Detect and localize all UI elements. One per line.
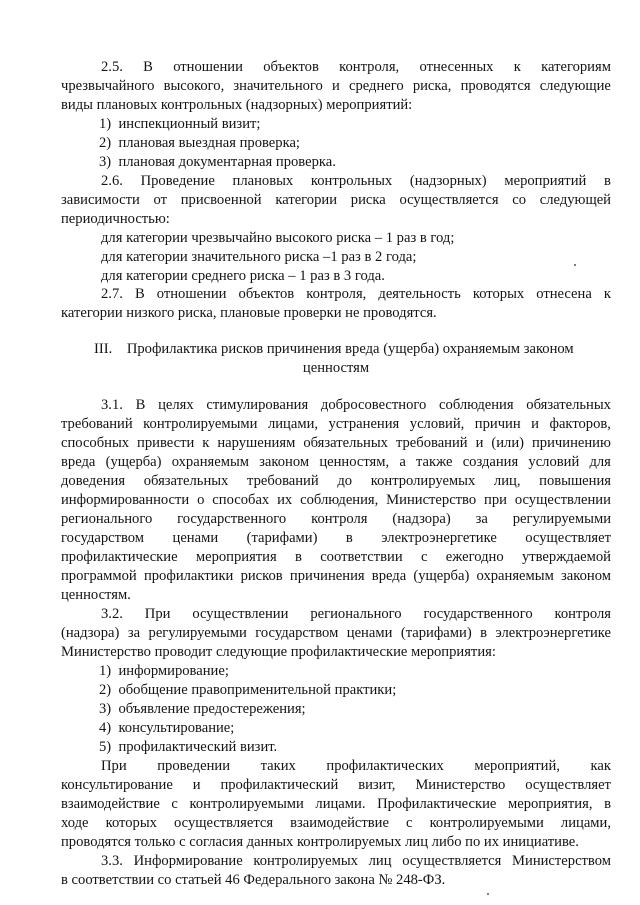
word: регионального — [61, 511, 153, 527]
word: чрезвычайного — [61, 78, 155, 94]
word: осуществляется — [174, 815, 274, 831]
word: профилактики — [143, 568, 234, 584]
word: деятельность — [378, 286, 461, 302]
word: В — [135, 397, 146, 413]
word: высокого, — [163, 78, 225, 94]
word: утверждаемой — [521, 549, 611, 565]
word: которых — [105, 815, 157, 831]
para-line — [61, 814, 611, 832]
word: 2.6. — [101, 173, 123, 189]
word: требований — [247, 473, 319, 489]
word: соответствии — [320, 549, 403, 565]
word: способах — [212, 492, 270, 508]
word: причинению — [532, 435, 611, 451]
word: категории — [275, 192, 338, 208]
word: к — [513, 59, 521, 75]
para-2-5-line-3: виды плановых контрольных (надзорных) мероприятий: — [61, 97, 413, 113]
word: проведении — [157, 758, 231, 774]
word: государственного — [177, 511, 287, 527]
word: осуществляется — [402, 853, 502, 869]
word: электроэнергетике — [381, 530, 497, 546]
word: объектов — [238, 286, 295, 302]
word: вреда — [371, 568, 407, 584]
word: обязательных — [526, 397, 611, 413]
word: ценностям, — [319, 454, 390, 470]
para-2-5-line-2 — [61, 77, 611, 95]
list-item: 2) плановая выездная проверка; — [99, 135, 300, 151]
word: лицами, — [267, 416, 319, 432]
para-2-5-line-1 — [101, 58, 611, 76]
scan-speck — [487, 893, 489, 895]
word: плановых — [232, 173, 294, 189]
word: отношении — [173, 59, 243, 75]
word: (надзора) — [61, 625, 120, 641]
word: вреда — [61, 454, 96, 470]
period-item: для категории среднего риска – 1 раз в 3 года. — [101, 268, 385, 284]
word: лиц — [368, 853, 392, 869]
para-3-2-line-1 — [101, 605, 611, 623]
word: осуществлении — [514, 492, 611, 508]
word: (тарифами) — [400, 625, 472, 641]
list-item: 2) обобщение правоприменительной практики; — [99, 682, 397, 698]
word: условий, — [409, 416, 465, 432]
word: осуществляет — [525, 777, 611, 793]
word: контролируемых — [253, 853, 358, 869]
word: отнесенных — [419, 59, 494, 75]
word: обязательных — [143, 473, 229, 489]
word: о — [197, 492, 205, 508]
word: среднего — [348, 78, 404, 94]
word: При — [144, 606, 171, 622]
para-3-1-line — [61, 567, 611, 585]
word: консультирование — [61, 777, 173, 793]
word: электроэнергетике — [495, 625, 611, 641]
word: обязательных — [303, 435, 388, 451]
word: (или) — [491, 435, 525, 451]
para-2-6-line-3: периодичностью: — [61, 211, 170, 227]
word: в — [604, 796, 611, 812]
para-3-1-line — [61, 472, 611, 490]
word: отношении — [156, 286, 227, 302]
list-item: 1) инспекционный визит; — [99, 116, 261, 132]
word: за — [127, 625, 141, 641]
word: и — [531, 416, 539, 432]
list-item: 5) профилактический визит. — [99, 739, 278, 755]
para-line — [101, 757, 611, 775]
word: которых — [472, 286, 525, 302]
para-2-6-line-1 — [101, 172, 611, 190]
word: категориям — [541, 59, 611, 75]
word: объектов — [263, 59, 319, 75]
list-item: 1) информирование; — [99, 663, 229, 679]
word: ценами — [172, 530, 219, 546]
word: (ущерба) — [413, 568, 470, 584]
word: Министерство — [415, 777, 506, 793]
word: охраняемым — [171, 454, 249, 470]
word: стимулирования — [206, 397, 309, 413]
word: В — [143, 59, 153, 75]
para-3-1-line — [61, 548, 611, 566]
word: рисков — [240, 568, 283, 584]
period-item: для категории чрезвычайно высокого риска – 1 раз в год; — [101, 230, 455, 246]
para-line — [61, 776, 611, 794]
word: с — [171, 796, 178, 812]
word: и — [475, 435, 484, 451]
para-3-1-line — [61, 529, 611, 547]
word: визит, — [358, 777, 396, 793]
word: 3.1. — [101, 397, 123, 413]
word: от — [153, 192, 168, 208]
word: лицами. — [315, 796, 366, 812]
word: 2.7. — [101, 286, 123, 302]
word: Информирование — [133, 853, 243, 869]
word: условий — [528, 454, 580, 470]
word: привести — [137, 435, 195, 451]
word: профилактических — [326, 758, 444, 774]
word: Министерством — [512, 853, 611, 869]
word: к — [202, 435, 210, 451]
word: с — [420, 549, 428, 565]
word: со — [512, 192, 527, 208]
list-item: 3) плановая документарная проверка. — [99, 154, 336, 170]
word: лицами, — [560, 815, 611, 831]
para-2-7-line-2: категории низкого риска, плановые проверки не проводятся. — [61, 305, 437, 321]
word: отнесена — [536, 286, 592, 302]
para-3-1-line — [101, 396, 611, 414]
word: Проведение — [140, 173, 215, 189]
list-item: 3) объявление предостережения; — [99, 701, 306, 717]
word: ценами — [346, 625, 393, 641]
word: (ущерба) — [105, 454, 162, 470]
para-2-7-line-1 — [101, 285, 611, 303]
word: также — [416, 454, 453, 470]
word: контроля, — [306, 286, 367, 302]
word: осуществляется — [399, 192, 499, 208]
word: контроля — [311, 511, 368, 527]
word: контроля — [554, 606, 611, 622]
word: контрольных — [310, 173, 393, 189]
word: повышения — [539, 473, 611, 489]
section-title-line-1: III. Профилактика рисков причинения вреда (ущерба) охраняемым законом — [94, 341, 574, 357]
word: до — [337, 473, 353, 489]
word: и — [192, 777, 201, 793]
word: факторов, — [549, 416, 611, 432]
word: контролируемых — [370, 473, 476, 489]
word: ходе — [61, 815, 89, 831]
word: мероприятий, — [474, 758, 560, 774]
word: причинения — [289, 568, 365, 584]
word: к — [603, 286, 611, 302]
word: осуществлении — [192, 606, 289, 622]
word: информированности — [61, 492, 190, 508]
word: и — [332, 78, 340, 94]
word: законом — [561, 568, 611, 584]
word: способных — [61, 435, 130, 451]
word: контролируемыми — [189, 796, 304, 812]
word: при — [484, 492, 507, 508]
word: 2.5. — [101, 59, 123, 75]
word: профилактический — [220, 777, 339, 793]
word: соблюдения — [439, 397, 514, 413]
word: присвоенной — [180, 192, 262, 208]
word: требований — [395, 435, 468, 451]
word: осуществляет — [525, 530, 611, 546]
word: за — [475, 511, 488, 527]
word: (надзорных) — [409, 173, 487, 189]
word: значительного — [233, 78, 323, 94]
word: создания — [462, 454, 519, 470]
word: охраняемым — [476, 568, 554, 584]
para-3-2-line-2 — [61, 624, 611, 642]
word: следующей — [539, 192, 611, 208]
word: риска — [350, 192, 386, 208]
word: лиц, — [493, 473, 521, 489]
word: зависимости — [61, 192, 140, 208]
word: для — [589, 454, 611, 470]
word: В — [134, 286, 145, 302]
word: в — [480, 625, 488, 641]
word: программой — [61, 568, 137, 584]
para-3-1-line — [61, 491, 611, 509]
word: регулируемыми — [148, 625, 247, 641]
word: профилактические — [61, 549, 178, 565]
para-3-3-line-2: в соответствии со статьей 46 Федерального закона № 248-ФЗ. — [61, 872, 446, 888]
para-3-1-line — [61, 510, 611, 528]
word: их — [277, 492, 293, 508]
word: При — [101, 758, 127, 774]
word: проводятся — [460, 78, 531, 94]
word: взаимодействие — [61, 796, 160, 812]
word: нарушениям — [217, 435, 296, 451]
word: (надзора) — [392, 511, 451, 527]
word: взаимодействие — [290, 815, 389, 831]
para-3-1-line — [61, 415, 611, 433]
word: требований — [61, 416, 133, 432]
para-3-1-line — [61, 453, 611, 471]
word: риска, — [412, 78, 452, 94]
word: устранения — [328, 416, 400, 432]
word: регулируемыми — [512, 511, 611, 527]
word: добросовестного — [320, 397, 427, 413]
word: ежегодно — [445, 549, 504, 565]
para-line — [61, 795, 611, 813]
para-3-3-line-1 — [101, 852, 611, 870]
word: с — [406, 815, 413, 831]
word: законом — [259, 454, 310, 470]
word: причин — [474, 416, 521, 432]
word: в — [604, 173, 611, 189]
word: государством — [61, 530, 145, 546]
word: в — [295, 549, 302, 565]
section-title-line-2: ценностям — [302, 360, 370, 376]
word: (тарифами) — [246, 530, 318, 546]
para-3-2-line-3: Министерство проводит следующие профилактические мероприятия: — [61, 644, 496, 660]
word: соблюдения, — [300, 492, 379, 508]
scan-speck — [574, 264, 576, 266]
word: Министерство — [386, 492, 477, 508]
list-item: 4) консультирование; — [99, 720, 235, 736]
word: следующие — [539, 78, 611, 94]
word: контролируемыми — [143, 416, 258, 432]
word: государством — [255, 625, 339, 641]
word: целях — [158, 397, 194, 413]
word: мероприятия, — [507, 796, 593, 812]
word: мероприятий — [504, 173, 587, 189]
para-2-6-line-2 — [61, 191, 611, 209]
word: 3.2. — [101, 606, 123, 622]
para-line: проводятся только с согласия данных контролируемых лиц либо по их инициативе. — [61, 834, 579, 850]
word: Профилактические — [377, 796, 497, 812]
word: в — [345, 530, 353, 546]
word: государственного — [423, 606, 533, 622]
word: доведения — [61, 473, 126, 489]
period-item: для категории значительного риска –1 раз в 2 года; — [101, 249, 417, 265]
para-3-1-line — [61, 434, 611, 452]
word: контролируемыми — [429, 815, 544, 831]
word: как — [590, 758, 611, 774]
word: регионального — [310, 606, 402, 622]
word: а — [399, 454, 406, 470]
para-3-1-line: ценностям. — [61, 587, 131, 603]
word: контроля, — [339, 59, 400, 75]
word: мероприятия — [195, 549, 277, 565]
word: 3.3. — [101, 853, 123, 869]
word: таких — [260, 758, 296, 774]
